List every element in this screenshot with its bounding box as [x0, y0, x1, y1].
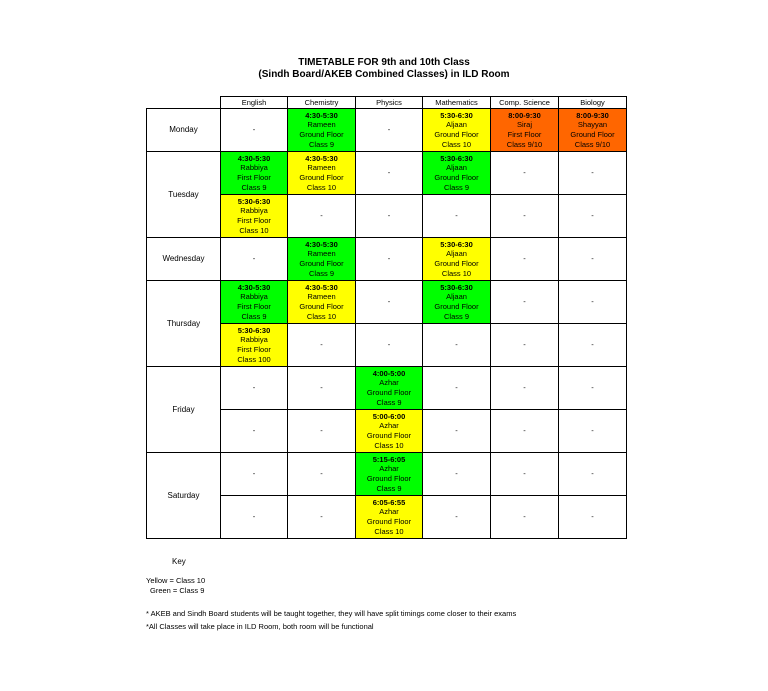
- title-line-1: TIMETABLE FOR 9th and 10th Class: [298, 57, 470, 68]
- session-detail: First Floor: [237, 345, 271, 354]
- session-detail: Rabbiya: [240, 292, 268, 302]
- column-header: Comp. Science: [491, 97, 559, 109]
- timetable-cell: -: [559, 281, 627, 324]
- day-label: Saturday: [147, 453, 221, 539]
- timetable-cell: -: [559, 324, 627, 367]
- timetable-cell: [221, 152, 288, 195]
- session-detail: Class 9: [241, 311, 267, 321]
- session-detail: First Floor: [237, 173, 271, 182]
- timetable-cell: -: [356, 324, 423, 367]
- timetable-cell: -: [423, 324, 491, 367]
- timetable-cell: [356, 453, 423, 496]
- session-time: 5:30-6:30: [440, 153, 473, 163]
- session-detail: Azhar: [379, 507, 399, 517]
- timetable-cell: -: [356, 238, 423, 281]
- note-1: * AKEB and Sindh Board students will be taught together, they will have split timings come closer to their exams: [146, 609, 517, 618]
- timetable-cell: -: [221, 453, 288, 496]
- table-row: [147, 109, 627, 152]
- session-detail: Class 9: [376, 483, 402, 493]
- session-detail: Class 9: [443, 311, 469, 321]
- session-detail: Ground Floor: [434, 130, 479, 139]
- timetable-cell: [288, 109, 356, 152]
- timetable-cell: -: [491, 324, 559, 367]
- column-header: Biology: [559, 97, 627, 109]
- session-time: 4:30-5:30: [305, 239, 338, 249]
- timetable-cell: -: [288, 367, 356, 410]
- session-detail: Class 10: [306, 182, 337, 192]
- session-time: 4:30-5:30: [237, 282, 271, 292]
- session-detail: Class 100: [237, 354, 271, 364]
- table-row: [147, 281, 627, 324]
- session-detail: Class 9: [241, 182, 267, 192]
- day-label: Thursday: [147, 281, 221, 367]
- session-time: 6:05-6:55: [372, 497, 406, 507]
- timetable-title: [0, 57, 768, 81]
- timetable-cell: -: [491, 496, 559, 539]
- timetable-cell: [288, 152, 356, 195]
- timetable-cell: -: [491, 238, 559, 281]
- session-detail: Ground Floor: [434, 173, 479, 182]
- session-detail: Aljaan: [446, 249, 467, 259]
- timetable-cell: -: [288, 324, 356, 367]
- session-time: 4:30-5:30: [305, 110, 338, 120]
- session-time: 5:30-6:30: [440, 282, 473, 292]
- session-detail: Ground Floor: [434, 259, 479, 268]
- key-green: Green = Class 9: [150, 586, 205, 595]
- session-detail: Rameen: [307, 292, 336, 302]
- session-time: 4:30-5:30: [305, 153, 338, 163]
- key-yellow: Yellow = Class 10: [146, 576, 206, 585]
- session-detail: Ground Floor: [366, 517, 412, 526]
- session-detail: Shayyan: [577, 120, 608, 130]
- timetable-cell: -: [288, 195, 356, 238]
- timetable-cell: -: [491, 410, 559, 453]
- timetable-cell: -: [221, 410, 288, 453]
- session-detail: Ground Floor: [570, 130, 615, 139]
- column-header: Physics: [356, 97, 423, 109]
- timetable-cell: -: [221, 238, 288, 281]
- session-detail: Ground Floor: [299, 130, 344, 139]
- timetable-cell: -: [559, 195, 627, 238]
- timetable-cell: [423, 109, 491, 152]
- timetable-cell: -: [491, 367, 559, 410]
- timetable-cell: -: [491, 281, 559, 324]
- timetable-cell: -: [356, 109, 423, 152]
- timetable-cell: -: [423, 410, 491, 453]
- timetable-cell: -: [288, 453, 356, 496]
- session-time: 5:30-6:30: [440, 110, 473, 120]
- session-detail: Aljaan: [446, 163, 467, 173]
- session-detail: Rameen: [307, 120, 336, 130]
- session-detail: Rabbiya: [240, 163, 268, 173]
- timetable-cell: -: [559, 410, 627, 453]
- table-row: [147, 453, 627, 496]
- session-detail: First Floor: [507, 130, 542, 139]
- column-header: English: [221, 97, 288, 109]
- session-detail: Azhar: [379, 421, 399, 431]
- timetable-cell: [288, 281, 356, 324]
- timetable-cell: -: [491, 152, 559, 195]
- timetable-cell: [221, 281, 288, 324]
- key-title: Key: [172, 557, 186, 566]
- session-time: 5:00-6:00: [372, 411, 406, 421]
- session-detail: Class 10: [441, 139, 472, 149]
- timetable-cell: -: [221, 367, 288, 410]
- session-detail: Class 9: [443, 182, 469, 192]
- timetable-cell: -: [423, 453, 491, 496]
- session-detail: Class 10: [239, 225, 269, 235]
- session-detail: Class 9: [308, 139, 334, 149]
- session-detail: Ground Floor: [366, 474, 412, 483]
- session-detail: First Floor: [237, 216, 271, 225]
- session-detail: Siraj: [516, 120, 532, 130]
- timetable-cell: -: [288, 496, 356, 539]
- timetable-cell: -: [559, 496, 627, 539]
- session-detail: Ground Floor: [366, 431, 412, 440]
- session-detail: Ground Floor: [299, 173, 344, 182]
- timetable-cell: -: [221, 496, 288, 539]
- timetable-cell: [423, 238, 491, 281]
- session-detail: First Floor: [237, 302, 271, 311]
- session-time: 5:30-6:30: [237, 196, 271, 206]
- timetable-cell: -: [559, 152, 627, 195]
- table-row: [147, 152, 627, 195]
- session-detail: Class 9/10: [506, 139, 543, 149]
- timetable-cell: [221, 195, 288, 238]
- session-detail: Class 10: [441, 268, 472, 278]
- timetable-cell: -: [559, 453, 627, 496]
- timetable-grid: [146, 96, 627, 539]
- timetable-cell: -: [491, 453, 559, 496]
- session-time: 5:30-6:30: [237, 325, 271, 335]
- session-detail: Ground Floor: [299, 302, 344, 311]
- session-detail: Rabbiya: [240, 206, 268, 216]
- note-2: *All Classes will take place in ILD Room, both room will be functional: [146, 622, 374, 631]
- session-detail: Ground Floor: [299, 259, 344, 268]
- timetable-cell: -: [559, 238, 627, 281]
- timetable-cell: [423, 281, 491, 324]
- timetable-cell: -: [559, 367, 627, 410]
- session-time: 8:00-9:30: [508, 110, 541, 120]
- session-detail: Aljaan: [446, 292, 467, 302]
- header-row: [147, 97, 627, 109]
- day-label: Monday: [147, 109, 221, 152]
- session-detail: Rameen: [307, 163, 336, 173]
- timetable-cell: [356, 496, 423, 539]
- timetable-cell: [221, 324, 288, 367]
- session-time: 5:30-6:30: [440, 239, 473, 249]
- session-detail: Azhar: [379, 378, 399, 388]
- session-time: 4:00-5:00: [372, 368, 406, 378]
- day-label: Tuesday: [147, 152, 221, 238]
- session-detail: Ground Floor: [366, 388, 412, 397]
- timetable-cell: -: [491, 195, 559, 238]
- session-time: 8:00-9:30: [576, 110, 609, 120]
- timetable-cell: -: [356, 195, 423, 238]
- timetable-cell: -: [423, 496, 491, 539]
- timetable-cell: [356, 410, 423, 453]
- session-detail: Aljaan: [446, 120, 467, 130]
- column-header: Chemistry: [288, 97, 356, 109]
- session-detail: Class 10: [374, 440, 404, 450]
- session-detail: Rabbiya: [240, 335, 268, 345]
- column-header: Mathematics: [423, 97, 491, 109]
- title-line-2: (Sindh Board/AKEB Combined Classes) in ILD Room: [258, 69, 510, 80]
- timetable-cell: -: [288, 410, 356, 453]
- timetable-cell: [491, 109, 559, 152]
- timetable-body: [147, 109, 627, 539]
- session-time: 4:30-5:30: [237, 153, 271, 163]
- session-detail: Class 10: [306, 311, 337, 321]
- session-detail: Class 9: [308, 268, 334, 278]
- timetable-cell: [288, 238, 356, 281]
- timetable-cell: -: [356, 281, 423, 324]
- session-time: 4:30-5:30: [305, 282, 338, 292]
- timetable-cell: -: [423, 367, 491, 410]
- header-corner: [147, 97, 221, 109]
- session-detail: Ground Floor: [434, 302, 479, 311]
- session-detail: Azhar: [379, 464, 399, 474]
- session-time: 5:15-6:05: [372, 454, 406, 464]
- timetable-cell: [559, 109, 627, 152]
- timetable-cell: -: [423, 195, 491, 238]
- timetable-cell: [423, 152, 491, 195]
- timetable-cell: [356, 367, 423, 410]
- day-label: Wednesday: [147, 238, 221, 281]
- session-detail: Class 10: [374, 526, 404, 536]
- timetable-cell: -: [221, 109, 288, 152]
- session-detail: Class 9: [376, 397, 402, 407]
- day-label: Friday: [147, 367, 221, 453]
- table-row: [147, 238, 627, 281]
- table-row: [147, 367, 627, 410]
- session-detail: Rameen: [307, 249, 336, 259]
- timetable-cell: -: [356, 152, 423, 195]
- session-detail: Class 9/10: [574, 139, 611, 149]
